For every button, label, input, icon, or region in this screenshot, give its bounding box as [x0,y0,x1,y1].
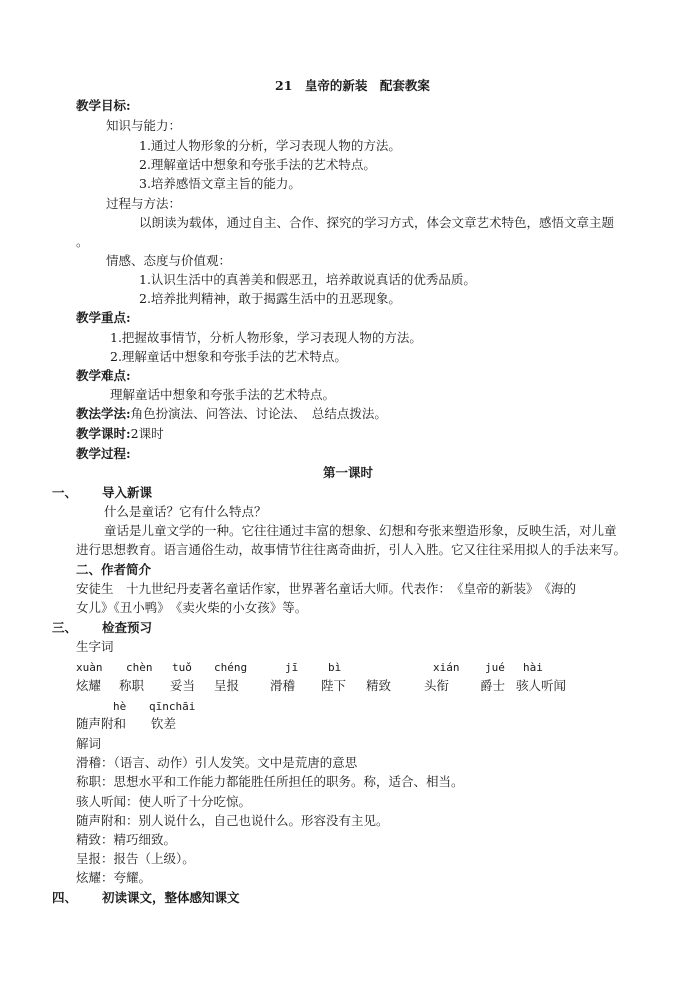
section1-paragraph-cont: 进行思想教育。语言通俗生动，故事情节往往离奇曲折，引人入胜。它又往往采用拟人的手法来写。 [76,542,627,557]
process-heading: 过程与方法： [106,196,182,211]
section1-heading: 导入新课 [102,485,153,500]
section4-number: 四、 [52,890,78,905]
section3-number: 三、 [52,620,78,635]
vocab-word: 称职 [119,678,145,693]
goals-heading: 教学目标: [76,98,131,113]
explanation: 精致：精巧细致。 [76,832,177,847]
emotion-item: 2.培养批判精神，敢于揭露生活中的丑恶现象。 [139,291,401,306]
document-title: 21 皇帝的新装 配套教案 [275,78,430,93]
emotion-item: 1.认识生活中的真善美和假恶丑，培养敢说真话的优秀品质。 [139,272,476,287]
explanation: 骇人听闻：使人听了十分吃惊。 [76,794,252,809]
knowledge-heading: 知识与能力： [106,118,182,133]
pinyin: jī [285,661,299,674]
section3-heading: 检查预习 [102,620,153,635]
difficulty-heading: 教学难点: [76,368,131,383]
explanation: 随声附和：别人说什么，自己也说什么。形容没有主见。 [76,813,389,828]
explain-heading: 解词 [76,736,102,751]
explanation: 称职：思想水平和工作能力都能胜任所担任的职务。称，适合、相当。 [76,774,464,789]
section1-number: 一、 [52,485,78,500]
section2-heading: 二、作者简介 [76,562,152,577]
methods-line [76,406,387,422]
focus-heading: 教学重点: [76,310,131,325]
author-line: 安徒生 十九世纪丹麦著名童话作家，世界著名童话大师。代表作： 《皇帝的新装》 《海的 [76,581,577,596]
vocab-word: 钦差 [151,716,177,731]
pinyin: hài [523,661,543,674]
process-text-end: 。 [76,234,89,249]
vocab-heading: 生字词 [76,639,114,654]
methods-heading: 教法学法: [76,406,131,421]
vocab-word: 妥当 [170,678,196,693]
vocab-word: 陛下 [321,678,347,693]
hours-heading: 教学课时: [76,426,131,441]
pinyin: tuǒ [172,661,192,674]
vocab-word: 炫耀 [76,678,102,693]
pinyin: hè [113,700,127,713]
knowledge-item: 1.通过人物形象的分析，学习表现人物的方法。 [139,138,401,153]
vocab-word: 爵士 [480,678,506,693]
hours-line [76,426,164,442]
pinyin: chéng [214,661,248,674]
focus-item: 1.把握故事情节，分析人物形象，学习表现人物的方法。 [110,330,422,345]
vocab-word: 随声附和 [76,716,127,731]
section1-question: 什么是童话？它有什么特点？ [104,504,267,519]
hours-text: 2课时 [130,426,164,441]
pinyin: jué [485,661,505,674]
author-line-cont: 女儿》《丑小鸭》 《卖火柴的小女孩》等。 [76,600,308,615]
pinyin: xuàn [76,661,103,674]
process-text: 以朗读为载体，通过自主、合作、探究的学习方式，体会文章艺术特色，感悟文章主题 [139,215,615,230]
methods-text: 角色扮演法、问答法、讨论法、 总结点拨法。 [130,406,387,421]
knowledge-item: 3.培养感悟文章主旨的能力。 [139,176,301,191]
vocab-word: 滑稽 [270,678,296,693]
lesson-title: 第一课时 [323,465,374,480]
section4-heading: 初读课文，整体感知课文 [102,890,240,905]
explanation: 滑稽：（语言、动作）引人发笑。文中是荒唐的意思 [76,755,358,770]
vocab-word: 呈报 [214,678,240,693]
pinyin: qīnchāi [149,700,196,713]
section1-paragraph: 童话是儿童文学的一种。它往往通过丰富的想象、幻想和夸张来塑造形象，反映生活，对儿童 [104,523,617,538]
vocab-word: 骇人听闻 [516,678,567,693]
pinyin: xián [433,661,460,674]
pinyin: bì [328,661,342,674]
pinyin: chèn [126,661,153,674]
emotion-heading: 情感、态度与价值观： [106,253,232,268]
procedure-heading: 教学过程: [76,446,131,461]
knowledge-item: 2.理解童话中想象和夸张手法的艺术特点。 [139,157,376,172]
focus-item: 2.理解童话中想象和夸张手法的艺术特点。 [110,349,347,364]
vocab-word: 头衔 [424,678,450,693]
explanation: 炫耀：夸耀。 [76,870,152,885]
difficulty-text: 理解童话中想象和夸张手法的艺术特点。 [110,387,336,402]
explanation: 呈报：报告（上级）。 [76,851,195,866]
vocab-word: 精致 [366,678,392,693]
